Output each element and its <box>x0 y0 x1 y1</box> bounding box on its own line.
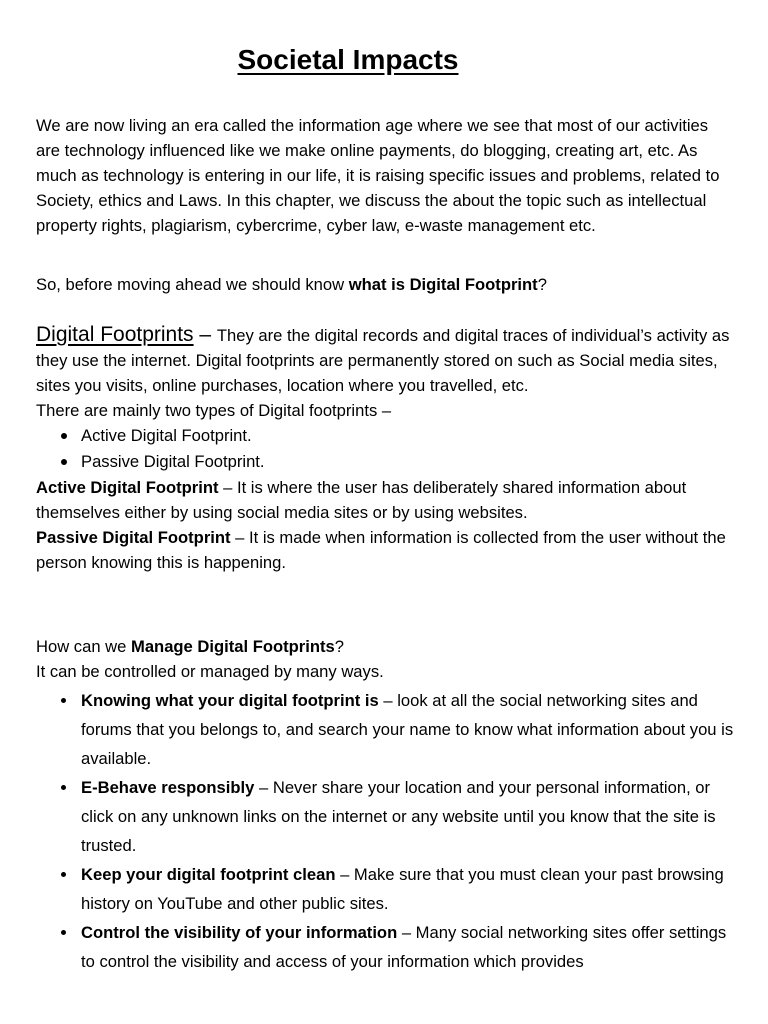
passive-text: – It is made when information is collected from the user without the person knowing this is happening. <box>36 528 726 572</box>
definition-text: They are the digital records and digital traces of individual’s activity as they use the internet. Digital footprints are permanently stored on such as Social media sites, sites you visits, online purchases, location where you travelled, etc. <box>36 326 730 395</box>
tip-term: E-Behave responsibly <box>81 778 255 797</box>
tip-term: Knowing what your digital footprint is <box>81 691 379 710</box>
intro-paragraph: We are now living an era called the information age where we see that most of our activities are technology influenced like we make online payments, do blogging, creating art, etc. As much as technology is entering in our life, it is raising specific issues and problems, related to Society, ethics and Laws. In this chapter, we discuss the about the topic such as intellectual property rights, plagiarism, cybercrime, cyber law, e-waste management etc. <box>36 116 720 235</box>
passive-term: Passive Digital Footprint <box>36 528 231 547</box>
list-item: Active Digital Footprint. <box>81 423 736 449</box>
list-item <box>81 860 736 918</box>
manage-lead: It can be controlled or managed by many ways. <box>36 662 384 681</box>
tip-text: – Make sure that you must clean your past browsing history on YouTube and other public sites. <box>81 865 724 913</box>
question-suffix: ? <box>334 637 344 656</box>
before-prefix: So, before moving ahead we should know <box>36 275 349 294</box>
tips-list <box>36 686 736 976</box>
tip-term: Control the visibility of your information <box>81 923 398 942</box>
digital-footprints-section <box>36 322 736 575</box>
question-prefix: How can we <box>36 637 131 656</box>
active-footprint-paragraph <box>36 475 736 525</box>
digital-footprints-definition <box>36 322 736 398</box>
tip-text: – Never share your location and your personal information, or click on any unknown links on the internet or any website until you know that the site is trusted. <box>81 778 716 855</box>
types-list <box>36 423 736 475</box>
page-title: Societal Impacts <box>237 44 459 75</box>
tip-text: – Many social networking sites offer settings to control the visibility and access of your information which provides <box>81 923 727 971</box>
list-item <box>81 918 736 976</box>
question-bold: Manage Digital Footprints <box>131 637 335 656</box>
tip-text: – look at all the social networking sites and forums that you belongs to, and search your name to know what information about you is available. <box>81 691 734 768</box>
list-item <box>81 773 736 860</box>
active-term: Active Digital Footprint <box>36 478 219 497</box>
before-suffix: ? <box>537 275 547 294</box>
manage-section <box>36 634 736 976</box>
active-text: – It is where the user has deliberately shared information about themselves either by using social media sites or by using websites. <box>36 478 687 522</box>
heading-dash: – <box>193 323 217 346</box>
manage-question <box>36 634 736 659</box>
types-intro: There are mainly two types of Digital footprints – <box>36 401 392 420</box>
list-item: Passive Digital Footprint. <box>81 449 736 475</box>
tip-term: Keep your digital footprint clean <box>81 865 336 884</box>
digital-footprints-heading: Digital Footprints <box>36 323 194 346</box>
passive-footprint-paragraph <box>36 525 736 575</box>
list-item <box>81 686 736 773</box>
before-bold: what is Digital Footprint <box>348 275 538 294</box>
before-moving-ahead-paragraph <box>36 272 736 297</box>
